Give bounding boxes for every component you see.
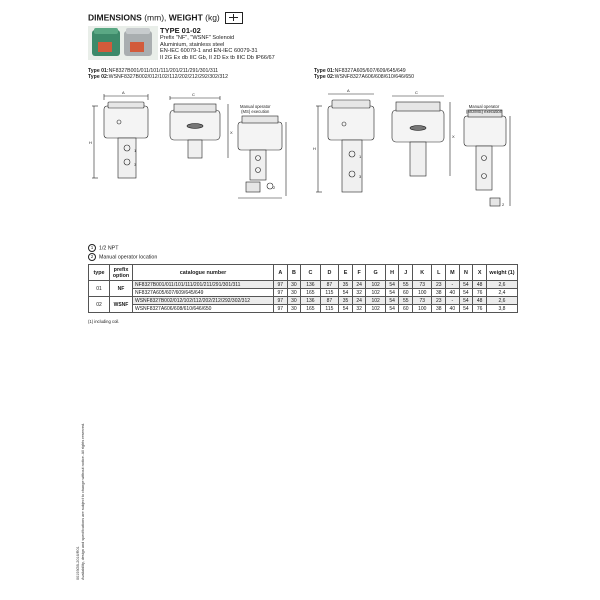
cell-dimension-value: 136	[301, 297, 320, 305]
left-type2-label: Type 02:	[88, 74, 109, 81]
cell-dimension-value: 54	[339, 289, 353, 297]
col-header-type: type	[89, 265, 110, 281]
header-unit-weight: (kg)	[202, 12, 220, 23]
cell-type: 01	[89, 281, 110, 297]
desc-line: EN-IEC 60079-1 and EN-IEC 60079-31	[160, 48, 258, 55]
dim-label-a: A	[122, 90, 125, 95]
cell-dimension-value: 23	[432, 281, 446, 289]
cell-dimension-value: 30	[287, 289, 301, 297]
port-label: 1	[134, 148, 137, 153]
col-header-f: F	[352, 265, 366, 281]
table-row	[89, 297, 518, 305]
note-text: Manual operator location	[99, 254, 158, 261]
cell-dimension-value: 102	[366, 297, 385, 305]
desc-line: Prefix "NF", "WSNF" Solenoid	[160, 35, 235, 41]
cell-dimension-value: 102	[366, 289, 385, 297]
col-header-a: A	[274, 265, 288, 281]
cell-dimension-value: 48	[473, 281, 487, 289]
cell-dimension-value: 102	[366, 305, 385, 313]
note-marker: 2	[502, 202, 505, 207]
note-number: 2	[88, 253, 96, 261]
col-header-m: M	[446, 265, 460, 281]
port-label: 3	[359, 174, 362, 179]
dimensions-table	[88, 264, 518, 313]
product-photo	[88, 26, 158, 60]
type-title: TYPE 01-02	[160, 26, 201, 35]
section-header	[88, 12, 243, 24]
cell-prefix: NF	[110, 281, 133, 297]
cell-dimension-value: -	[446, 281, 460, 289]
cell-dimension-value: 115	[320, 305, 339, 313]
cell-dimension-value: -	[446, 297, 460, 305]
dim-label-x: X	[452, 134, 455, 139]
right-manual-operator-caption	[466, 104, 502, 114]
col-header-l: L	[432, 265, 446, 281]
cell-dimension-value: 23	[432, 297, 446, 305]
cell-dimension-value: 97	[274, 289, 288, 297]
legal-notice: Availability, design and specifications are subject to change without notice. All rights reserved.	[81, 422, 85, 580]
cell-dimension-value: 87	[320, 281, 339, 289]
col-header-x: X	[473, 265, 487, 281]
cell-dimension-value: 73	[413, 281, 432, 289]
note-text: 1/2 NPT	[99, 245, 119, 252]
dim-label-x: X	[230, 130, 233, 135]
cell-dimension-value: 165	[301, 289, 320, 297]
cell-catalogue-number: NF8327A605/607/609/645/649	[133, 289, 274, 297]
right-type1-label: Type 01:	[314, 68, 335, 74]
dim-label-c: C	[192, 92, 195, 97]
cell-dimension-value: 54	[459, 289, 473, 297]
dim-label-h: H	[89, 140, 92, 145]
col-header-c: C	[301, 265, 320, 281]
cell-dimension-value: 54	[385, 297, 399, 305]
left-type1-value: NF8327B001/011/101/111/201/211/291/301/311	[108, 68, 219, 74]
explosion-proof-icon	[225, 12, 243, 24]
table-row	[89, 305, 518, 313]
notes-list	[88, 244, 157, 262]
port-label: 1	[359, 154, 362, 159]
note-item	[88, 253, 157, 262]
col-header-g: G	[366, 265, 385, 281]
document-code: 00193GB-2016/R01	[76, 546, 80, 580]
cell-dimension-value: 40	[446, 289, 460, 297]
cell-dimension-value: 2,6	[487, 297, 518, 305]
cell-dimension-value: 100	[413, 289, 432, 297]
cell-dimension-value: 76	[473, 289, 487, 297]
cell-type: 02	[89, 297, 110, 313]
note-marker: 2	[273, 185, 276, 190]
table-footnote: (1) including coil.	[88, 319, 120, 324]
cell-dimension-value: 87	[320, 297, 339, 305]
cell-dimension-value: 76	[473, 305, 487, 313]
cell-catalogue-number: NF8327B001/011/101/111/201/211/291/301/311	[133, 281, 274, 289]
cell-dimension-value: 54	[339, 305, 353, 313]
cell-dimension-value: 100	[413, 305, 432, 313]
col-header-e: E	[339, 265, 353, 281]
cell-dimension-value: 30	[287, 281, 301, 289]
right-manual-caption-line2: (MO/MS) execution	[466, 109, 503, 114]
note-item	[88, 244, 157, 253]
cell-catalogue-number: WSNF8327B002/012/102/112/202/212/292/302/312	[133, 297, 274, 305]
left-manual-operator-caption	[240, 104, 271, 114]
cell-dimension-value: 60	[399, 289, 413, 297]
col-header-k: K	[413, 265, 432, 281]
cell-dimension-value: 30	[287, 305, 301, 313]
cell-dimension-value: 32	[352, 289, 366, 297]
col-header-d: D	[320, 265, 339, 281]
cell-dimension-value: 55	[399, 281, 413, 289]
right-type2-value: WSNF8327A606/608/610/646/650	[334, 74, 414, 81]
cell-dimension-value: 38	[432, 305, 446, 313]
col-header-catalogue: catalogue number	[133, 265, 274, 281]
right-type1-value: NF8327A605/607/609/645/649	[334, 68, 406, 74]
header-unit: (mm),	[141, 12, 169, 23]
col-header-weight: weight (1)	[487, 265, 518, 281]
product-description	[160, 35, 275, 61]
cell-dimension-value: 54	[459, 297, 473, 305]
col-header-prefix: prefix option	[110, 265, 133, 281]
port-label: 3	[134, 162, 137, 167]
col-header-j: J	[399, 265, 413, 281]
cell-dimension-value: 54	[459, 281, 473, 289]
col-header-b: B	[287, 265, 301, 281]
cell-dimension-value: 2,6	[487, 281, 518, 289]
table-header-row	[89, 265, 518, 281]
left-manual-caption-line2: (MS) execution	[241, 109, 270, 114]
header-title-weight: WEIGHT	[168, 12, 203, 23]
table-row	[89, 289, 518, 297]
cell-dimension-value: 54	[459, 305, 473, 313]
cell-dimension-value: 136	[301, 281, 320, 289]
cell-dimension-value: 48	[473, 297, 487, 305]
table-row	[89, 281, 518, 289]
cell-catalogue-number: WSNF8327A606/608/610/646/650	[133, 305, 274, 313]
left-type2-value: WSNF8327B002/012/102/112/202/212/292/302/312	[108, 74, 228, 81]
cell-dimension-value: 24	[352, 297, 366, 305]
dim-label-a: A	[347, 88, 350, 93]
cell-dimension-value: 97	[274, 281, 288, 289]
cell-dimension-value: 115	[320, 289, 339, 297]
left-type1-label: Type 01:	[88, 68, 109, 74]
cell-dimension-value: 97	[274, 297, 288, 305]
cell-dimension-value: 54	[385, 281, 399, 289]
desc-line: II 2G Ex db IIC Gb, II 2D Ex tb IIIC Db IP66/67	[160, 54, 275, 61]
cell-dimension-value: 35	[339, 297, 353, 305]
cell-dimension-value: 60	[399, 305, 413, 313]
cell-dimension-value: 54	[385, 305, 399, 313]
cell-dimension-value: 54	[385, 289, 399, 297]
col-header-n: N	[459, 265, 473, 281]
desc-line: Aluminium, stainless steel	[160, 41, 225, 48]
col-header-h: H	[385, 265, 399, 281]
cell-dimension-value: 2,4	[487, 289, 518, 297]
cell-dimension-value: 35	[339, 281, 353, 289]
cell-dimension-value: 24	[352, 281, 366, 289]
right-type2-label: Type 02:	[314, 74, 335, 81]
note-number: 1	[88, 244, 96, 252]
cell-dimension-value: 32	[352, 305, 366, 313]
header-title: DIMENSIONS	[88, 12, 142, 23]
cell-dimension-value: 97	[274, 305, 288, 313]
cell-dimension-value: 73	[413, 297, 432, 305]
right-model-title	[314, 68, 414, 81]
cell-dimension-value: 3,8	[487, 305, 518, 313]
cell-dimension-value: 55	[399, 297, 413, 305]
cell-prefix: WSNF	[110, 297, 133, 313]
cell-dimension-value: 165	[301, 305, 320, 313]
cell-dimension-value: 102	[366, 281, 385, 289]
dim-label-h: H	[313, 146, 316, 151]
right-manual-caption-line1: Manual operator	[468, 104, 500, 109]
cell-dimension-value: 38	[432, 289, 446, 297]
cell-dimension-value: 30	[287, 297, 301, 305]
dim-label-c: C	[415, 90, 418, 95]
left-manual-caption-line1: Manual operator	[240, 104, 271, 109]
left-model-title	[88, 68, 228, 81]
cell-dimension-value: 40	[446, 305, 460, 313]
